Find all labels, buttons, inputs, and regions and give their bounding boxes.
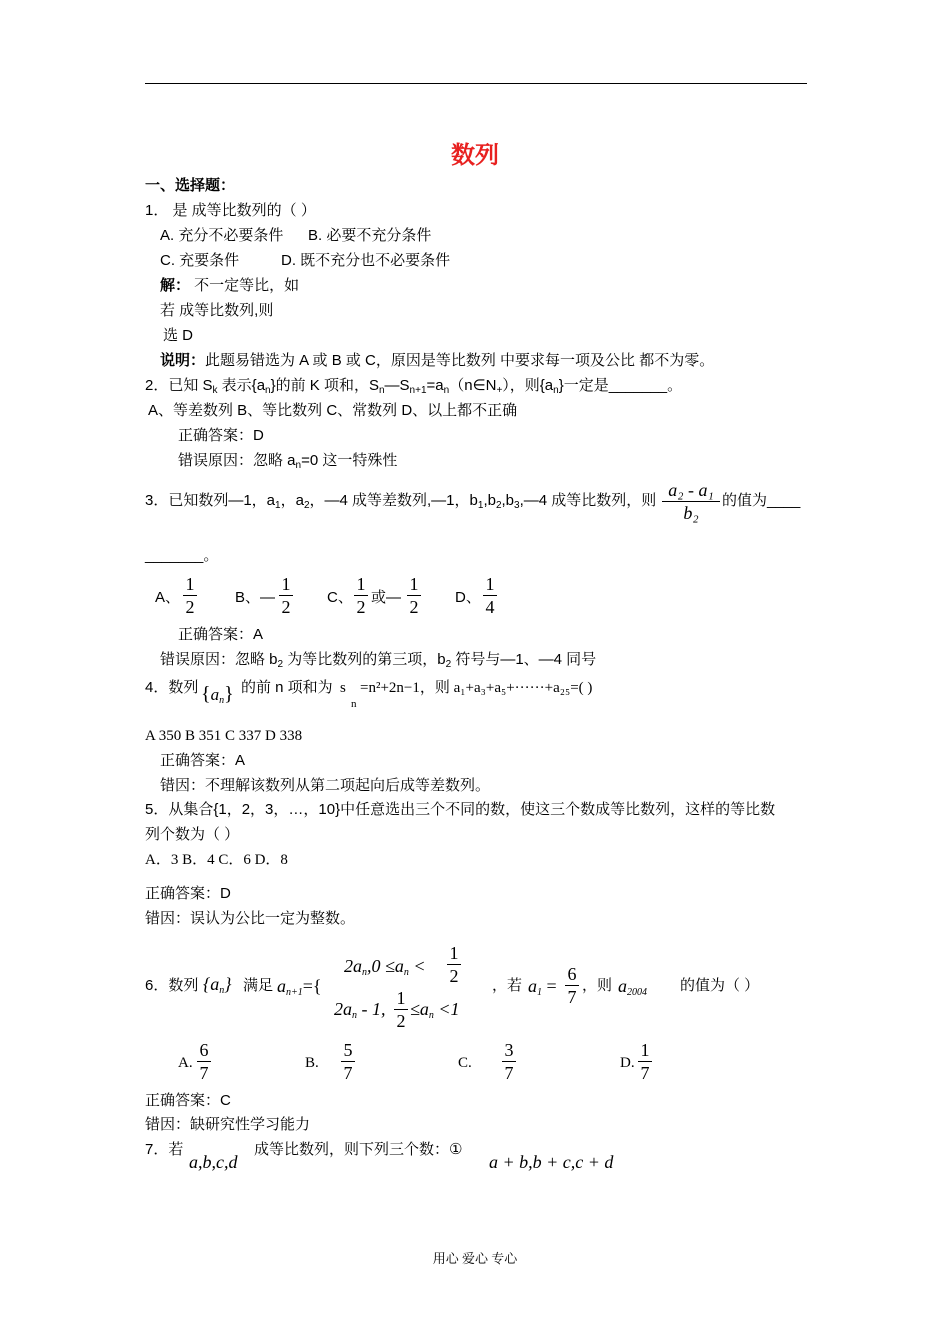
numerator: 1 — [356, 574, 366, 594]
q3-reason — [160, 650, 596, 675]
denominator: 2 — [396, 1011, 406, 1031]
denominator: 7 — [567, 987, 577, 1007]
q2-stem-part: 2．已知 S — [145, 377, 213, 394]
q6-seq: } — [224, 974, 232, 994]
numerator: 6 — [199, 1040, 209, 1060]
q5-stem: 5．从集合{1，2，3，…，10}中任意选出三个不同的数，使这三个数成等比数列，这样的等比数 — [145, 801, 776, 818]
q4-seq-var: a — [210, 685, 220, 704]
q3-stem — [145, 491, 656, 516]
q6-case-part: - 1, — [357, 999, 386, 1019]
q4-formula: =n²+2n−1，则 a₁+a₃+a₅+······+a₂₅=( ) — [360, 680, 593, 696]
q5-options: A．3 B．4 C．6 D．8 — [145, 852, 288, 868]
q3-stem-part: ，—4 成等差数列,—1，b — [309, 492, 478, 509]
q5-reason: 错因：误认为公比一定为整数。 — [145, 910, 356, 927]
q3-stem-tail: 的值为____ — [722, 492, 801, 509]
q3-stem-part: 3．已知数列—1，a — [145, 492, 276, 509]
q6-option-a-label: A. — [178, 1055, 193, 1071]
q4-reason: 错因：不理解该数列从第二项起向后成等差数列。 — [160, 777, 491, 794]
q6-sub: n — [403, 967, 409, 978]
q6-sub: n — [219, 985, 225, 996]
q6-case-part: ,0 ≤a — [367, 956, 404, 976]
q6-stem: 6．数列 — [145, 977, 199, 994]
q6-case2-tail — [410, 999, 460, 1026]
q4-sub: n — [219, 695, 225, 706]
q6-a1 — [528, 976, 557, 1003]
numerator: 1 — [396, 988, 406, 1008]
q7-vars: a,b,c,d — [189, 1152, 238, 1172]
q6-case1-fraction — [447, 943, 461, 986]
fraction-bar — [394, 1009, 408, 1010]
q6-sub: n — [428, 1010, 434, 1021]
q2-stem-part: =a — [426, 377, 444, 394]
q2-reason — [178, 451, 397, 476]
q6-sub: n — [352, 1010, 357, 1021]
q3-stem-part: ,—4 成等比数列，则 — [519, 492, 657, 509]
fraction-bar — [638, 1061, 652, 1062]
q6-case2 — [334, 999, 386, 1026]
q3-answer: 正确答案：A — [178, 626, 264, 643]
q6-option-d-label: D. — [620, 1055, 635, 1071]
q6-sub: 1 — [537, 987, 542, 998]
q6-option-b-fraction — [341, 1040, 355, 1083]
q6-case-part: ≤a — [410, 999, 429, 1019]
q6-lhs — [277, 976, 322, 1003]
denominator: 2 — [409, 597, 419, 617]
q6-stem2: 满足 — [243, 977, 274, 994]
q6-case-part: 2a — [334, 999, 352, 1019]
fraction-bar — [483, 595, 497, 596]
section-heading: 一、选择题： — [145, 177, 236, 194]
q4-sequence: $\{a_n\}$ — [201, 683, 234, 706]
q3-fraction — [662, 480, 720, 523]
q3-reason-part: 符号与—1、—4 同号 — [451, 651, 597, 668]
q6-sub: n — [362, 967, 367, 978]
q6-case2-fraction — [394, 988, 408, 1031]
q3-sub: 2 — [445, 659, 452, 670]
q6-option-a-fraction — [197, 1040, 211, 1083]
q3-stem-part: ,b — [483, 492, 496, 509]
denominator: 4 — [485, 597, 495, 617]
q6-eq: ={ — [302, 976, 322, 996]
q3-reason-part: 为等比数列的第三项，b — [283, 651, 446, 668]
fraction-bar — [565, 985, 579, 986]
q3-sub: 1 — [477, 500, 484, 511]
q2-reason-part: =0 这一特殊性 — [301, 452, 398, 469]
q3-option-d-fraction — [483, 574, 497, 617]
q3-option-b-label: B、— — [235, 589, 276, 606]
q6-case-part: < — [408, 956, 426, 976]
q3-option-b-fraction — [279, 574, 293, 617]
fraction-bar — [662, 501, 720, 502]
denominator: 2 — [356, 597, 366, 617]
fraction-bar — [407, 595, 421, 596]
q3-fraction-numerator: a₂ - a₁ — [668, 480, 714, 500]
q6-option-c-fraction — [502, 1040, 516, 1083]
q2-sub: k — [212, 385, 218, 396]
q2-stem-part: ），则{a — [502, 377, 554, 394]
numerator: 6 — [567, 964, 577, 984]
q1-option-c: C. 充要条件 — [160, 252, 240, 269]
q6-sequence — [203, 974, 231, 1001]
q6-case-part: <1 — [433, 999, 460, 1019]
denominator: 7 — [640, 1063, 650, 1083]
q6-option-d-fraction — [638, 1040, 652, 1083]
q1-note-label: 说明： — [160, 352, 206, 369]
q3-sub: 3 — [514, 500, 520, 511]
q2-stem-part: 表示{a — [217, 377, 266, 394]
q7-stem: 7．若 — [145, 1141, 184, 1158]
page-footer: 用心 爱心 专心 — [432, 1251, 518, 1266]
q2-stem-part: }的前 K 项和，S — [270, 377, 379, 394]
q2-reason-part: 错误原因：忽略 a — [178, 452, 296, 469]
q4-stem: 4．数列 — [145, 679, 199, 696]
denominator: 2 — [449, 966, 459, 986]
q3-sub: 1 — [275, 500, 281, 511]
denominator: 7 — [199, 1063, 209, 1083]
numerator: 1 — [185, 574, 195, 594]
numerator: 1 — [640, 1040, 650, 1060]
q3-option-a-label: A、 — [155, 589, 181, 606]
q7-stem2: 成等比数列，则下列三个数：① — [254, 1141, 463, 1158]
fraction-bar — [183, 595, 197, 596]
q6-answer: 正确答案：C — [145, 1092, 231, 1109]
q6-eq: = — [542, 976, 557, 996]
denominator: 7 — [343, 1063, 353, 1083]
q6-cond: ，若 — [492, 977, 523, 994]
q3-stem-part: ,b — [501, 492, 515, 509]
q6-reason: 错因：缺研究性学习能力 — [145, 1116, 311, 1133]
q2-stem-part: —S — [384, 377, 410, 394]
q2-sub: n+1 — [409, 385, 427, 396]
q4-stem2: 的前 n 项和为 — [241, 679, 333, 696]
q6-seq: {a — [203, 974, 220, 994]
q6-then: ，则 — [582, 977, 613, 994]
q4-options: A 350 B 351 C 337 D 338 — [145, 728, 303, 744]
q1-option-d: D. 既不充分也不必要条件 — [281, 252, 451, 269]
q6-option-c-label: C. — [458, 1055, 472, 1071]
fraction-bar — [279, 595, 293, 596]
q3-option-c-mid: 或— — [371, 589, 402, 606]
q2-stem-part: }一定是_______。 — [558, 377, 683, 394]
q3-option-c-fraction2 — [407, 574, 421, 617]
q4-s: s — [340, 680, 346, 696]
q1-stem: 1． 是 成等比数列的（ ） — [145, 202, 316, 219]
q3-sub: 2 — [303, 500, 310, 511]
q2-stem — [145, 376, 682, 401]
numerator: 3 — [504, 1040, 514, 1060]
denominator: 2 — [185, 597, 195, 617]
q1-solution-line3: 选 D — [163, 327, 194, 344]
q6-a2004 — [618, 976, 647, 1003]
denominator: 2 — [281, 597, 291, 617]
q6-a1-var: a — [528, 976, 537, 996]
q1-note-text: 此题易错选为 A 或 B 或 C，原因是等比数列 中要求每一项及公比 都不为零。 — [205, 352, 715, 369]
q3-fraction-denominator: b₂ — [683, 503, 699, 523]
q4-s-sub: n — [351, 698, 357, 710]
q6-a1-fraction — [565, 964, 579, 1007]
numerator: 5 — [343, 1040, 353, 1060]
q3-blank-line: _______。 — [145, 547, 219, 564]
q3-sub: 2 — [495, 500, 502, 511]
q1-note — [160, 351, 714, 371]
fraction-bar — [502, 1061, 516, 1062]
q6-tail: 的值为（ ） — [680, 977, 760, 994]
q3-stem-part: ，a — [280, 492, 304, 509]
q6-sub: n+1 — [286, 987, 303, 998]
q2-answer: 正确答案：D — [178, 427, 264, 444]
numerator: 1 — [281, 574, 291, 594]
q2-options: A、等差数列 B、等比数列 C、常数列 D、以上都不正确 — [148, 402, 518, 419]
q2-stem-part: （n∈N — [449, 377, 497, 394]
q3-option-c-fraction1 — [354, 574, 368, 617]
q1-option-b: B. 必要不充分条件 — [308, 227, 432, 244]
q2-sub: n — [378, 385, 385, 396]
header-rule — [145, 83, 807, 84]
q1-solution — [160, 276, 299, 296]
q7-expression: a + b,b + c,c + d — [489, 1152, 614, 1172]
q3-reason-part: 错误原因：忽略 b — [160, 651, 278, 668]
fraction-bar — [354, 595, 368, 596]
q2-sub: n — [265, 385, 271, 396]
q2-sub: + — [496, 385, 503, 396]
page-title: 数列 — [451, 142, 499, 169]
q3-option-d-label: D、 — [455, 589, 481, 606]
q1-option-a: A. 充分不必要条件 — [160, 227, 284, 244]
q6-a2004-var: a — [618, 976, 627, 996]
fraction-bar — [197, 1061, 211, 1062]
q2-sub: n — [443, 385, 450, 396]
numerator: 1 — [449, 943, 459, 963]
denominator: 7 — [504, 1063, 514, 1083]
q6-option-b-label: B. — [305, 1055, 319, 1071]
q2-sub: n — [553, 385, 559, 396]
q3-option-a-fraction — [183, 574, 197, 617]
q5-answer: 正确答案：D — [145, 885, 231, 902]
q1-solution-label: 解： — [160, 277, 191, 294]
fraction-bar — [447, 964, 461, 965]
numerator: 1 — [409, 574, 419, 594]
q6-case1 — [344, 956, 426, 983]
q6-case-part: 2a — [344, 956, 362, 976]
q1-solution-text: 不一定等比，如 — [190, 277, 300, 294]
q3-option-c-label: C、 — [327, 589, 353, 606]
q4-answer: 正确答案：A — [160, 752, 246, 769]
numerator: 1 — [485, 574, 495, 594]
q6-lhs-var: a — [277, 976, 286, 996]
q6-sub: 2004 — [627, 987, 647, 998]
fraction-bar — [341, 1061, 355, 1062]
q2-sub: n — [295, 460, 302, 471]
q1-solution-line2: 若 成等比数列,则 — [160, 302, 274, 319]
q5-stem2: 列个数为（ ） — [145, 826, 240, 843]
q3-sub: 2 — [277, 659, 284, 670]
